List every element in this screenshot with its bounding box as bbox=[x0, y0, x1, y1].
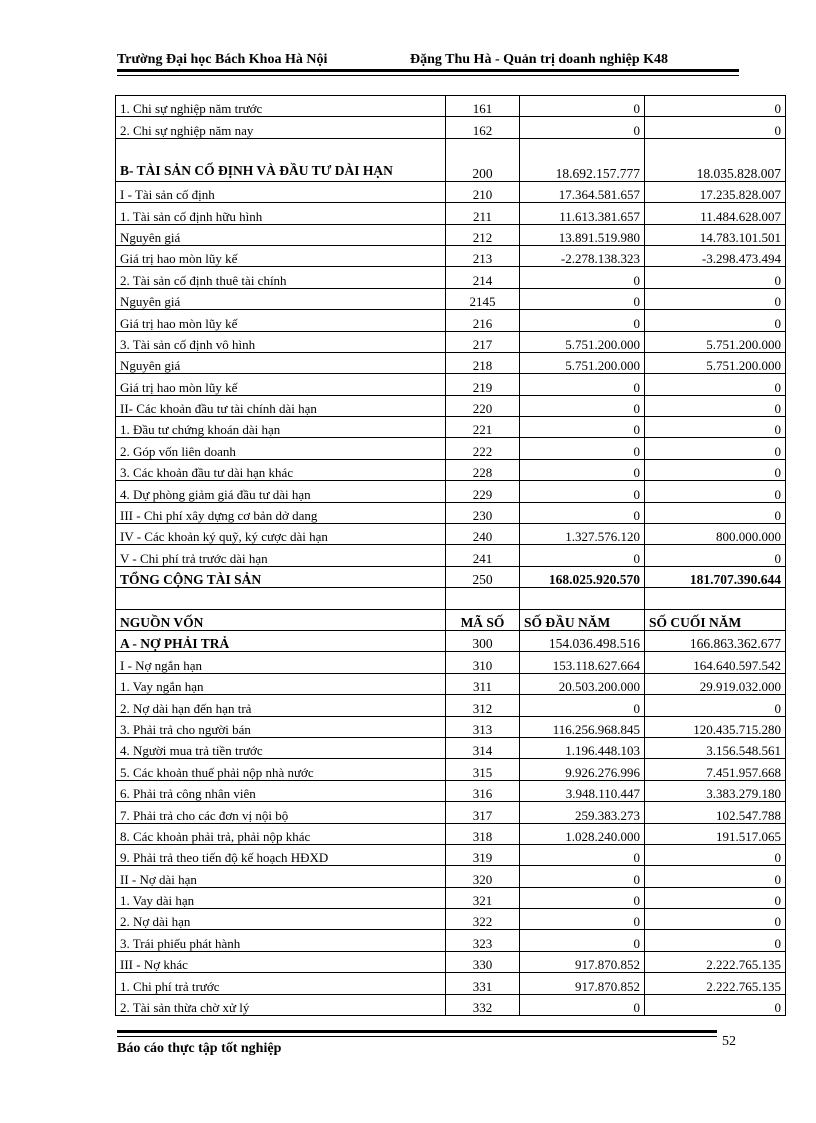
item-code: 314 bbox=[446, 737, 520, 758]
item-code: 220 bbox=[446, 395, 520, 416]
blank-row bbox=[116, 588, 786, 609]
end-of-year-value: 120.435.715.280 bbox=[645, 716, 786, 737]
item-code: 312 bbox=[446, 695, 520, 716]
item-name: IV - Các khoản ký quỹ, ký cược dài hạn bbox=[116, 524, 446, 545]
start-of-year-value: -2.278.138.323 bbox=[520, 245, 645, 266]
item-code: 240 bbox=[446, 524, 520, 545]
item-name: 3. Trái phiếu phát hành bbox=[116, 930, 446, 951]
item-code: 222 bbox=[446, 438, 520, 459]
table-row bbox=[116, 973, 786, 994]
item-code: 315 bbox=[446, 759, 520, 780]
table-row bbox=[116, 780, 786, 801]
header-author-info: Đặng Thu Hà - Quản trị doanh nghiệp K48 bbox=[410, 52, 669, 67]
item-name: 4. Người mua trả tiền trước bbox=[116, 737, 446, 758]
end-of-year-value: 0 bbox=[645, 374, 786, 395]
table-row bbox=[116, 181, 786, 202]
end-of-year-value: 5.751.200.000 bbox=[645, 352, 786, 373]
end-of-year-value: 0 bbox=[645, 310, 786, 331]
start-of-year-value: 0 bbox=[520, 417, 645, 438]
start-of-year-value: 0 bbox=[520, 695, 645, 716]
item-name: 9. Phải trả theo tiến độ kế hoạch HĐXD bbox=[116, 844, 446, 865]
item-name: 4. Dự phòng giảm giá đầu tư dài hạn bbox=[116, 481, 446, 502]
item-code: 316 bbox=[446, 780, 520, 801]
item-code: 250 bbox=[446, 566, 520, 587]
table-row bbox=[116, 395, 786, 416]
start-of-year-value: 0 bbox=[520, 374, 645, 395]
item-code: 322 bbox=[446, 909, 520, 930]
item-code: 213 bbox=[446, 245, 520, 266]
table-row bbox=[116, 759, 786, 780]
start-of-year-value: 0 bbox=[520, 310, 645, 331]
table-row bbox=[116, 737, 786, 758]
end-of-year-value: 2.222.765.135 bbox=[645, 951, 786, 972]
item-name: II - Nợ dài hạn bbox=[116, 866, 446, 887]
item-name: II- Các khoản đầu tư tài chính dài hạn bbox=[116, 395, 446, 416]
end-of-year-value: 14.783.101.501 bbox=[645, 224, 786, 245]
start-of-year-value: 154.036.498.516 bbox=[520, 630, 645, 651]
start-of-year-value: 0 bbox=[520, 844, 645, 865]
item-code: 211 bbox=[446, 203, 520, 224]
start-of-year-value: 0 bbox=[520, 438, 645, 459]
item-code: 162 bbox=[446, 117, 520, 138]
start-of-year-value: 0 bbox=[520, 267, 645, 288]
table-row bbox=[116, 502, 786, 523]
end-of-year-value: 0 bbox=[645, 267, 786, 288]
end-of-year-value: 0 bbox=[645, 866, 786, 887]
start-of-year-value: 0 bbox=[520, 459, 645, 480]
column-header-start: SỐ ĐẦU NĂM bbox=[520, 609, 645, 630]
table-row bbox=[116, 267, 786, 288]
start-of-year-value: 0 bbox=[520, 930, 645, 951]
start-of-year-value: 0 bbox=[520, 502, 645, 523]
item-name: 3. Tài sản cố định vô hình bbox=[116, 331, 446, 352]
item-name: 1. Vay dài hạn bbox=[116, 887, 446, 908]
item-code: 228 bbox=[446, 459, 520, 480]
item-code: 317 bbox=[446, 802, 520, 823]
item-name: III - Chi phí xây dựng cơ bản dở dang bbox=[116, 502, 446, 523]
table-row bbox=[116, 930, 786, 951]
start-of-year-value: 0 bbox=[520, 909, 645, 930]
start-of-year-value: 3.948.110.447 bbox=[520, 780, 645, 801]
table-row bbox=[116, 417, 786, 438]
end-of-year-value: 0 bbox=[645, 502, 786, 523]
start-of-year-value: 0 bbox=[520, 96, 645, 117]
liabilities-header-row bbox=[116, 609, 786, 630]
section-row-liabilities bbox=[116, 630, 786, 651]
table-row bbox=[116, 823, 786, 844]
end-of-year-value: 800.000.000 bbox=[645, 524, 786, 545]
header-rule-thick bbox=[117, 69, 739, 72]
section-heading: B- TÀI SẢN CỐ ĐỊNH VÀ ĐẦU TƯ DÀI HẠN bbox=[116, 138, 446, 181]
item-code: 318 bbox=[446, 823, 520, 844]
item-name: 1. Chi sự nghiệp năm trước bbox=[116, 96, 446, 117]
table-row bbox=[116, 117, 786, 138]
end-of-year-value: 0 bbox=[645, 844, 786, 865]
item-name: 2. Nợ dài hạn đến hạn trả bbox=[116, 695, 446, 716]
column-header-end: SỐ CUỐI NĂM bbox=[645, 609, 786, 630]
start-of-year-value: 917.870.852 bbox=[520, 973, 645, 994]
item-code: 200 bbox=[446, 138, 520, 181]
footer-rule-thick bbox=[117, 1030, 717, 1033]
start-of-year-value: 0 bbox=[520, 887, 645, 908]
start-of-year-value: 153.118.627.664 bbox=[520, 652, 645, 673]
start-of-year-value: 0 bbox=[520, 117, 645, 138]
table-row bbox=[116, 545, 786, 566]
item-code: 311 bbox=[446, 673, 520, 694]
item-name: 2. Chi sự nghiệp năm nay bbox=[116, 117, 446, 138]
section-heading: A - NỢ PHẢI TRẢ bbox=[116, 630, 446, 651]
item-code: 321 bbox=[446, 887, 520, 908]
item-code: 214 bbox=[446, 267, 520, 288]
item-name: V - Chi phí trả trước dài hạn bbox=[116, 545, 446, 566]
item-name: 2. Tài sản cố định thuê tài chính bbox=[116, 267, 446, 288]
item-code: 216 bbox=[446, 310, 520, 331]
total-assets-row bbox=[116, 566, 786, 587]
item-code: 2145 bbox=[446, 288, 520, 309]
start-of-year-value: 13.891.519.980 bbox=[520, 224, 645, 245]
header-school-name: Trường Đại học Bách Khoa Hà Nội bbox=[117, 52, 328, 67]
item-name: Nguyên giá bbox=[116, 224, 446, 245]
table-row bbox=[116, 438, 786, 459]
item-code: 323 bbox=[446, 930, 520, 951]
end-of-year-value: 0 bbox=[645, 288, 786, 309]
item-name: 3. Phải trả cho người bán bbox=[116, 716, 446, 737]
end-of-year-value: -3.298.473.494 bbox=[645, 245, 786, 266]
table-row bbox=[116, 203, 786, 224]
item-name: 7. Phải trả cho các đơn vị nội bộ bbox=[116, 802, 446, 823]
start-of-year-value: 0 bbox=[520, 288, 645, 309]
item-code: 217 bbox=[446, 331, 520, 352]
item-code: 331 bbox=[446, 973, 520, 994]
end-of-year-value: 3.156.548.561 bbox=[645, 737, 786, 758]
item-code: 218 bbox=[446, 352, 520, 373]
item-code: 330 bbox=[446, 951, 520, 972]
item-name: 2. Nợ dài hạn bbox=[116, 909, 446, 930]
start-of-year-value: 5.751.200.000 bbox=[520, 331, 645, 352]
item-code: 161 bbox=[446, 96, 520, 117]
end-of-year-value: 0 bbox=[645, 395, 786, 416]
end-of-year-value: 11.484.628.007 bbox=[645, 203, 786, 224]
end-of-year-value: 29.919.032.000 bbox=[645, 673, 786, 694]
end-of-year-value: 0 bbox=[645, 930, 786, 951]
table-row bbox=[116, 374, 786, 395]
total-assets-label: TỔNG CỘNG TÀI SẢN bbox=[116, 566, 446, 587]
end-of-year-value: 181.707.390.644 bbox=[645, 566, 786, 587]
table-row bbox=[116, 245, 786, 266]
table-row bbox=[116, 909, 786, 930]
table-row bbox=[116, 844, 786, 865]
end-of-year-value: 7.451.957.668 bbox=[645, 759, 786, 780]
end-of-year-value: 0 bbox=[645, 417, 786, 438]
table-row bbox=[116, 96, 786, 117]
table-row bbox=[116, 310, 786, 331]
table-row bbox=[116, 866, 786, 887]
start-of-year-value: 5.751.200.000 bbox=[520, 352, 645, 373]
end-of-year-value: 166.863.362.677 bbox=[645, 630, 786, 651]
item-code: 300 bbox=[446, 630, 520, 651]
table-row bbox=[116, 224, 786, 245]
end-of-year-value: 18.035.828.007 bbox=[645, 138, 786, 181]
item-name: I - Tài sản cố định bbox=[116, 181, 446, 202]
item-code: 241 bbox=[446, 545, 520, 566]
item-name: 8. Các khoản phải trả, phải nộp khác bbox=[116, 823, 446, 844]
item-code: 212 bbox=[446, 224, 520, 245]
item-name: 3. Các khoản đầu tư dài hạn khác bbox=[116, 459, 446, 480]
item-name: 2. Tài sản thừa chờ xử lý bbox=[116, 994, 446, 1015]
start-of-year-value: 168.025.920.570 bbox=[520, 566, 645, 587]
table-row bbox=[116, 951, 786, 972]
table-row bbox=[116, 288, 786, 309]
end-of-year-value: 0 bbox=[645, 695, 786, 716]
end-of-year-value: 191.517.065 bbox=[645, 823, 786, 844]
item-name: Nguyên giá bbox=[116, 352, 446, 373]
end-of-year-value: 0 bbox=[645, 459, 786, 480]
item-name: 6. Phải trả công nhân viên bbox=[116, 780, 446, 801]
item-code: 230 bbox=[446, 502, 520, 523]
item-code: 313 bbox=[446, 716, 520, 737]
start-of-year-value: 0 bbox=[520, 994, 645, 1015]
end-of-year-value: 5.751.200.000 bbox=[645, 331, 786, 352]
end-of-year-value: 102.547.788 bbox=[645, 802, 786, 823]
item-code: 320 bbox=[446, 866, 520, 887]
start-of-year-value: 0 bbox=[520, 866, 645, 887]
end-of-year-value: 0 bbox=[645, 438, 786, 459]
item-code: 219 bbox=[446, 374, 520, 395]
item-code: 332 bbox=[446, 994, 520, 1015]
end-of-year-value: 0 bbox=[645, 909, 786, 930]
end-of-year-value: 2.222.765.135 bbox=[645, 973, 786, 994]
table-row bbox=[116, 673, 786, 694]
end-of-year-value: 0 bbox=[645, 96, 786, 117]
footer-report-title: Báo cáo thực tập tốt nghiệp bbox=[117, 1041, 282, 1056]
start-of-year-value: 116.256.968.845 bbox=[520, 716, 645, 737]
table-row bbox=[116, 652, 786, 673]
start-of-year-value: 917.870.852 bbox=[520, 951, 645, 972]
item-name: III - Nợ khác bbox=[116, 951, 446, 972]
item-name: Giá trị hao mòn lũy kế bbox=[116, 310, 446, 331]
page-number: 52 bbox=[722, 1034, 736, 1049]
item-code: 229 bbox=[446, 481, 520, 502]
end-of-year-value: 0 bbox=[645, 994, 786, 1015]
table-row bbox=[116, 459, 786, 480]
table-row bbox=[116, 331, 786, 352]
start-of-year-value: 0 bbox=[520, 481, 645, 502]
start-of-year-value: 0 bbox=[520, 545, 645, 566]
start-of-year-value: 1.327.576.120 bbox=[520, 524, 645, 545]
end-of-year-value: 17.235.828.007 bbox=[645, 181, 786, 202]
start-of-year-value: 9.926.276.996 bbox=[520, 759, 645, 780]
start-of-year-value: 20.503.200.000 bbox=[520, 673, 645, 694]
start-of-year-value: 17.364.581.657 bbox=[520, 181, 645, 202]
item-name: 5. Các khoản thuế phải nộp nhà nước bbox=[116, 759, 446, 780]
start-of-year-value: 0 bbox=[520, 395, 645, 416]
end-of-year-value: 3.383.279.180 bbox=[645, 780, 786, 801]
item-name: I - Nợ ngắn hạn bbox=[116, 652, 446, 673]
end-of-year-value: 0 bbox=[645, 117, 786, 138]
column-header-code: MÃ SỐ bbox=[446, 609, 520, 630]
start-of-year-value: 1.028.240.000 bbox=[520, 823, 645, 844]
item-name: 1. Tài sản cố định hữu hình bbox=[116, 203, 446, 224]
item-name: Giá trị hao mòn lũy kế bbox=[116, 245, 446, 266]
start-of-year-value: 259.383.273 bbox=[520, 802, 645, 823]
table-row bbox=[116, 802, 786, 823]
item-code: 210 bbox=[446, 181, 520, 202]
footer-rule-thin bbox=[117, 1036, 717, 1037]
balance-sheet-table bbox=[115, 95, 786, 1016]
column-header-source: NGUỒN VỐN bbox=[116, 609, 446, 630]
section-row-fixed-assets bbox=[116, 138, 786, 181]
item-name: 2. Góp vốn liên doanh bbox=[116, 438, 446, 459]
item-name: 1. Đầu tư chứng khoán dài hạn bbox=[116, 417, 446, 438]
table-row bbox=[116, 352, 786, 373]
table-row bbox=[116, 481, 786, 502]
end-of-year-value: 0 bbox=[645, 887, 786, 908]
table-row bbox=[116, 716, 786, 737]
end-of-year-value: 164.640.597.542 bbox=[645, 652, 786, 673]
header-rule-thin bbox=[117, 75, 739, 76]
table-row bbox=[116, 524, 786, 545]
table-row bbox=[116, 887, 786, 908]
start-of-year-value: 18.692.157.777 bbox=[520, 138, 645, 181]
item-code: 221 bbox=[446, 417, 520, 438]
item-name: 1. Chi phí trả trước bbox=[116, 973, 446, 994]
item-code: 310 bbox=[446, 652, 520, 673]
item-name: Nguyên giá bbox=[116, 288, 446, 309]
table-row bbox=[116, 994, 786, 1015]
end-of-year-value: 0 bbox=[645, 481, 786, 502]
start-of-year-value: 11.613.381.657 bbox=[520, 203, 645, 224]
item-code: 319 bbox=[446, 844, 520, 865]
start-of-year-value: 1.196.448.103 bbox=[520, 737, 645, 758]
item-name: 1. Vay ngắn hạn bbox=[116, 673, 446, 694]
item-name: Giá trị hao mòn lũy kế bbox=[116, 374, 446, 395]
end-of-year-value: 0 bbox=[645, 545, 786, 566]
table-row bbox=[116, 695, 786, 716]
